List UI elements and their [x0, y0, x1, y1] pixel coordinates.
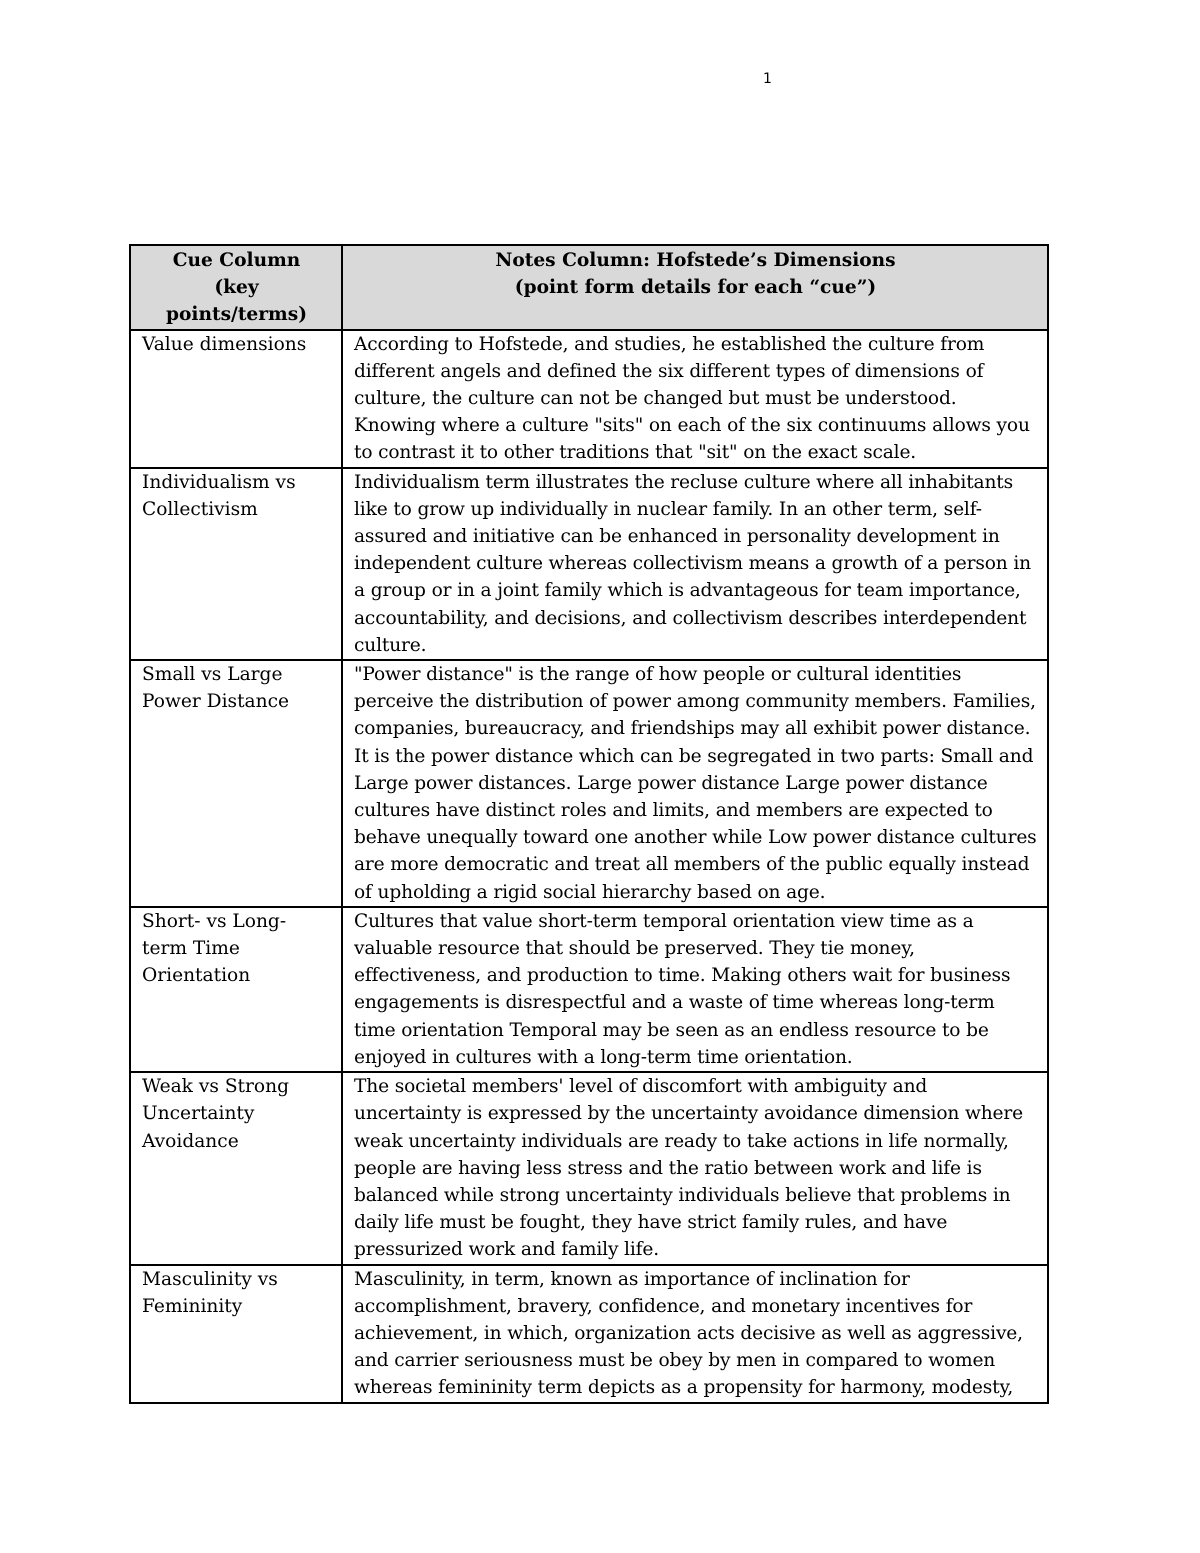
note-cell: Individualism term illustrates the recluse culture where all inhabitants like to grow up individually in nuclear family. In an other term, self-assured and initiative can be enhanced in personality development in independent culture whereas collectivism means a growth of a person in a group or in a joint family which is advantageous for team importance, accountability, and decisions, and collectivism describes interdependent culture.: [342, 468, 1048, 660]
notes-column-header: [342, 245, 1048, 330]
table-row: [130, 330, 1048, 468]
cue-cell: Weak vs Strong Uncertainty Avoidance: [130, 1072, 342, 1264]
cue-cell: Small vs Large Power Distance: [130, 660, 342, 907]
cue-cell: Value dimensions: [130, 330, 342, 468]
cue-cell: Masculinity vs Femininity: [130, 1265, 342, 1403]
note-cell: Masculinity, in term, known as importance of inclination for accomplishment, bravery, confidence, and monetary incentives for achievement, in which, organization acts decisive as well as aggressive, and carrier seriousness must be obey by men in compared to women whereas femininity term depicts as a propensity for harmony, modesty,: [342, 1265, 1048, 1403]
table-header-row: [130, 245, 1048, 330]
note-cell: Cultures that value short-term temporal orientation view time as a valuable resource that should be preserved. They tie money, effectiveness, and production to time. Making others wait for business engagements is disrespectful and a waste of time whereas long-term time orientation Temporal may be seen as an endless resource to be enjoyed in cultures with a long-term time orientation.: [342, 907, 1048, 1072]
note-cell: "Power distance" is the range of how people or cultural identities perceive the distribution of power among community members. Families, companies, bureaucracy, and friendships may all exhibit power distance. It is the power distance which can be segregated in two parts: Small and Large power distances. Large power distance Large power distance cultures have distinct roles and limits, and members are expected to behave unequally toward one another while Low power distance cultures are more democratic and treat all members of the public equally instead of upholding a rigid social hierarchy based on age.: [342, 660, 1048, 907]
note-cell: The societal members' level of discomfort with ambiguity and uncertainty is expressed by the uncertainty avoidance dimension where weak uncertainty individuals are ready to take actions in life normally, people are having less stress and the ratio between work and life is balanced while strong uncertainty individuals believe that problems in daily life must be fought, they have strict family rules, and have pressurized work and family life.: [342, 1072, 1048, 1264]
cue-cell: Individualism vs Collectivism: [130, 468, 342, 660]
cue-column-header: [130, 245, 342, 330]
cue-cell: Short- vs Long-term Time Orientation: [130, 907, 342, 1072]
table-row: [130, 1072, 1048, 1264]
notes-header-line-2: (point form details for each “cue”): [514, 277, 877, 299]
table-row: [130, 1265, 1048, 1403]
cornell-notes-table: [129, 244, 1049, 1404]
table-row: [130, 468, 1048, 660]
note-cell: According to Hofstede, and studies, he established the culture from different angels and defined the six different types of dimensions of culture, the culture can not be changed but must be understood. Knowing where a culture "sits" on each of the six continuums allows you to contrast it to other traditions that "sit" on the exact scale.: [342, 330, 1048, 468]
cue-header-line-2: (key points/terms): [166, 277, 307, 326]
notes-header-line-1: Notes Column: Hofstede’s Dimensions: [495, 250, 896, 271]
cue-header-line-1: Cue Column: [172, 250, 301, 271]
page-number: 1: [763, 71, 772, 87]
table-row: [130, 660, 1048, 907]
table-row: [130, 907, 1048, 1072]
